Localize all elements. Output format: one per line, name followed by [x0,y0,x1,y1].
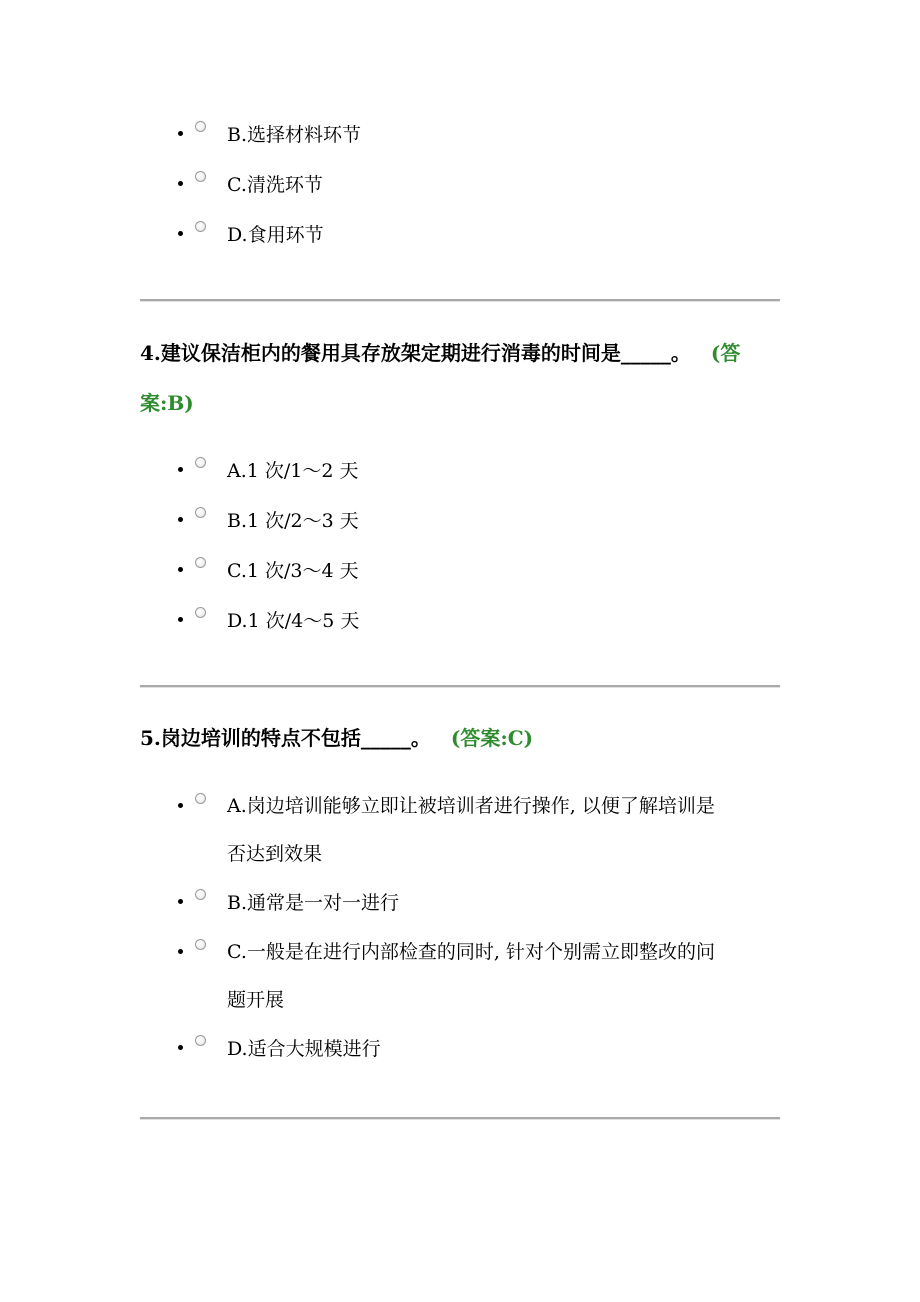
option-label: C.清洗环节 [227,174,323,196]
answer-label: (答案:C) [450,726,534,750]
q3-options-block [140,110,780,260]
q4-question [140,328,780,428]
radio-button[interactable] [195,121,206,132]
bullet-dot [178,231,183,236]
bullet-dot [178,467,183,472]
q4-option-b[interactable] [140,496,780,546]
section-divider [140,685,780,688]
bullet-dot [178,517,183,522]
section-divider [140,299,780,302]
radio-button[interactable] [195,939,206,950]
radio-button[interactable] [195,507,206,518]
q5-question [140,713,780,763]
radio-button[interactable] [195,889,206,900]
q5-option-c[interactable] [140,928,780,1024]
radio-button[interactable] [195,1035,206,1046]
bullet-dot [178,181,183,186]
q4-option-list [140,446,780,646]
q3-option-d[interactable] [140,210,780,260]
option-label: B.通常是一对一进行 [227,892,400,914]
option-label: D.1 次/4～5 天 [227,610,360,632]
q5-option-list [140,782,780,1074]
option-label-line2: 否达到效果 [227,843,323,865]
radio-button[interactable] [195,457,206,468]
q3-option-b[interactable] [140,110,780,160]
q3-option-c[interactable] [140,160,780,210]
option-label: D.食用环节 [227,224,324,246]
option-label-line2: 题开展 [227,989,285,1011]
option-label: B.选择材料环节 [227,124,362,146]
q4-option-d[interactable] [140,596,780,646]
bullet-dot [178,1045,183,1050]
radio-button[interactable] [195,793,206,804]
q5-option-a[interactable] [140,782,780,878]
question-number: 5. [140,726,161,750]
option-label: D.适合大规模进行 [227,1038,381,1060]
bullet-dot [178,617,183,622]
option-label-line1: A.岗边培训能够立即让被培训者进行操作, 以便了解培训是 [227,795,715,817]
answer-label-part1: (答 [710,341,741,365]
bullet-dot [178,949,183,954]
q4-options-block [140,446,780,646]
bullet-dot [178,567,183,572]
question-text: 建议保洁柜内的餐用具存放架定期进行消毒的时间是_____。 [160,341,691,365]
question-number: 4. [140,341,161,365]
bullet-dot [178,899,183,904]
option-label: A.1 次/1～2 天 [227,460,359,482]
option-label: B.1 次/2～3 天 [227,510,359,532]
q3-option-list [140,110,780,260]
question-text: 岗边培训的特点不包括_____。 [160,726,431,750]
bullet-dot [178,131,183,136]
section-divider [140,1117,780,1120]
radio-button[interactable] [195,607,206,618]
option-label: C.1 次/3～4 天 [227,560,359,582]
radio-button[interactable] [195,221,206,232]
bullet-dot [178,803,183,808]
q4-option-c[interactable] [140,546,780,596]
option-label-line1: C.一般是在进行内部检查的同时, 针对个别需立即整改的问 [227,941,715,963]
q4-option-a[interactable] [140,446,780,496]
q5-options-block [140,782,780,1074]
radio-button[interactable] [195,171,206,182]
radio-button[interactable] [195,557,206,568]
q5-option-d[interactable] [140,1024,780,1074]
answer-label-part2: 案:B) [140,391,194,415]
q5-option-b[interactable] [140,878,780,928]
